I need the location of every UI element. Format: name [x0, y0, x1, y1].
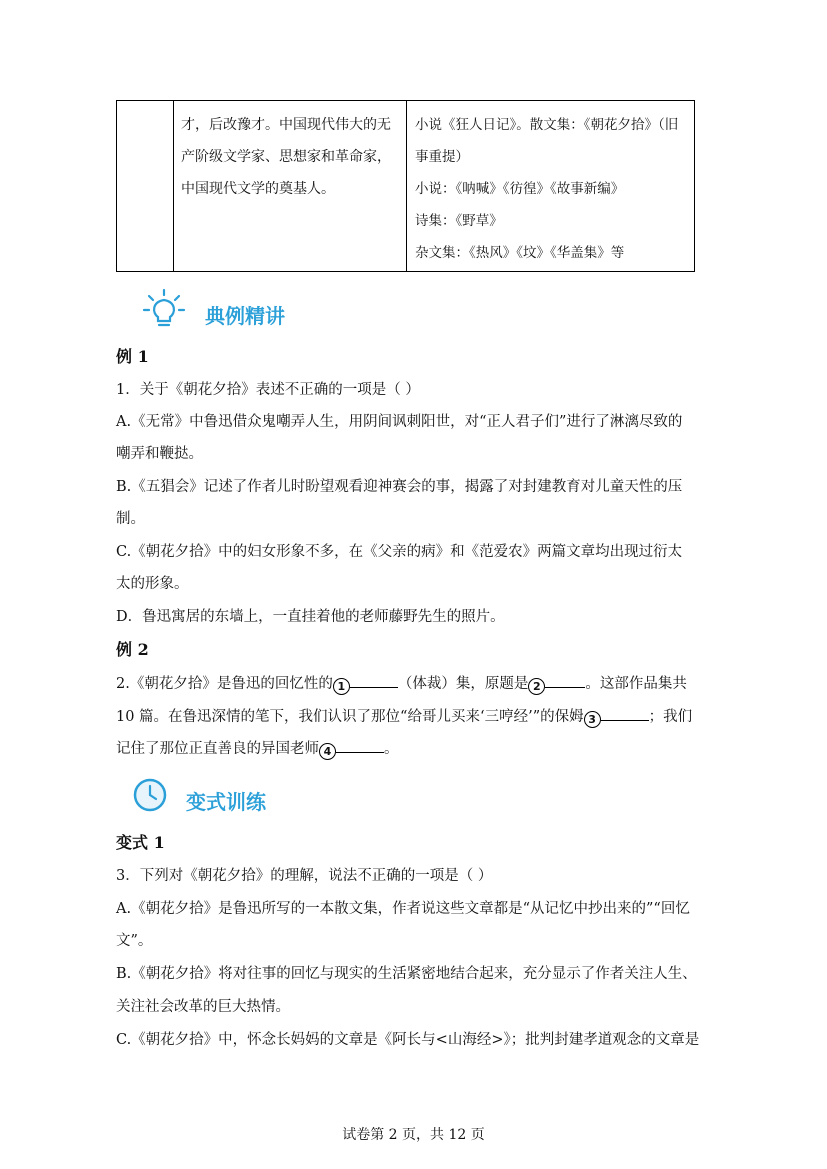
table-cell-works [415, 109, 678, 269]
option-line: 关注社会改革的巨大热情。 [116, 999, 290, 1015]
answer-blank[interactable] [336, 738, 384, 753]
cell-line: 诗集：《野草》 [415, 213, 503, 229]
text: 。 [384, 741, 399, 757]
question-2-line [116, 673, 687, 695]
question-1: 1．关于《朝花夕拾》表述不正确的一项是（ ） [116, 382, 420, 398]
lightbulb-icon [142, 288, 186, 332]
option-line: B.《五猖会》记述了作者儿时盼望观看迎神赛会的事，揭露了对封建教育对儿童天性的压 [116, 479, 683, 495]
answer-blank[interactable] [350, 673, 398, 688]
text: 记住了那位正直善良的异国老师 [116, 741, 319, 757]
option-line: D．鲁迅寓居的东墙上，一直挂着他的老师藤野先生的照片。 [116, 609, 505, 625]
option-line: A.《朝花夕拾》是鲁迅所写的一本散文集，作者说这些文章都是“从记忆中抄出来的”“回忆 [116, 901, 690, 917]
answer-blank[interactable] [545, 673, 585, 688]
example-2-label: 例 2 [116, 640, 149, 659]
page-footer: 试卷第 2 页，共 12 页 [342, 1127, 485, 1143]
option-line: 制。 [116, 511, 145, 527]
question-3: 3．下列对《朝花夕拾》的理解，说法不正确的一项是（ ） [116, 868, 493, 884]
blank-number: 1 [333, 678, 350, 695]
text: （体裁）集，原题是 [397, 676, 529, 692]
example-1-label: 例 1 [116, 347, 149, 366]
question-2-line [116, 738, 399, 760]
variant-1-label: 变式 1 [116, 833, 165, 852]
question-2-line [116, 706, 692, 728]
blank-number: 4 [319, 743, 336, 760]
table-divider [406, 101, 407, 271]
option-line: A.《无常》中鲁迅借众鬼嘲弄人生，用阴间讽刺阳世，对“正人君子们”进行了淋漓尽致的 [116, 414, 683, 430]
answer-blank[interactable] [601, 706, 649, 721]
blank-number: 2 [528, 678, 545, 695]
section-title-practice: 变式训练 [186, 790, 266, 814]
cell-line: 杂文集：《热风》《坟》《华盖集》等 [415, 245, 625, 261]
option-line: C.《朝花夕拾》中，怀念长妈妈的文章是《阿长与<山海经>》；批判封建孝道观念的文章是 [116, 1032, 700, 1048]
option-line: 文”。 [116, 933, 153, 949]
table-divider [173, 101, 174, 271]
option-line: 嘲弄和鞭挞。 [116, 446, 203, 462]
text: 。这部作品集共 [585, 676, 687, 692]
text: 10 篇。在鲁迅深情的笔下，我们认识了那位“给哥儿买来‘三哼经’”的保姆 [116, 709, 584, 725]
cell-line: 才，后改豫才。中国现代伟大的无 [181, 117, 391, 133]
author-info-table [116, 100, 695, 272]
clock-icon [132, 777, 168, 813]
option-line: 太的形象。 [116, 576, 189, 592]
option-line: B.《朝花夕拾》将对往事的回忆与现实的生活紧密地结合起来，充分显示了作者关注人生、 [116, 966, 697, 982]
cell-line: 中国现代文学的奠基人。 [181, 181, 335, 197]
blank-number: 3 [584, 711, 601, 728]
text: 2.《朝花夕拾》是鲁迅的回忆性的 [116, 676, 333, 692]
cell-line: 小说《狂人日记》。散文集：《朝花夕拾》（旧 [415, 117, 679, 133]
text: ；我们 [648, 709, 693, 725]
section-title-examples: 典例精讲 [205, 304, 285, 328]
option-line: C.《朝花夕拾》中的妇女形象不多，在《父亲的病》和《范爱农》两篇文章均出现过衍太 [116, 544, 683, 560]
cell-line: 产阶级文学家、思想家和革命家， [181, 149, 391, 165]
table-cell-intro [181, 109, 391, 205]
cell-line: 小说：《呐喊》《彷徨》《故事新编》 [415, 181, 625, 197]
cell-line: 事重提） [415, 149, 469, 165]
